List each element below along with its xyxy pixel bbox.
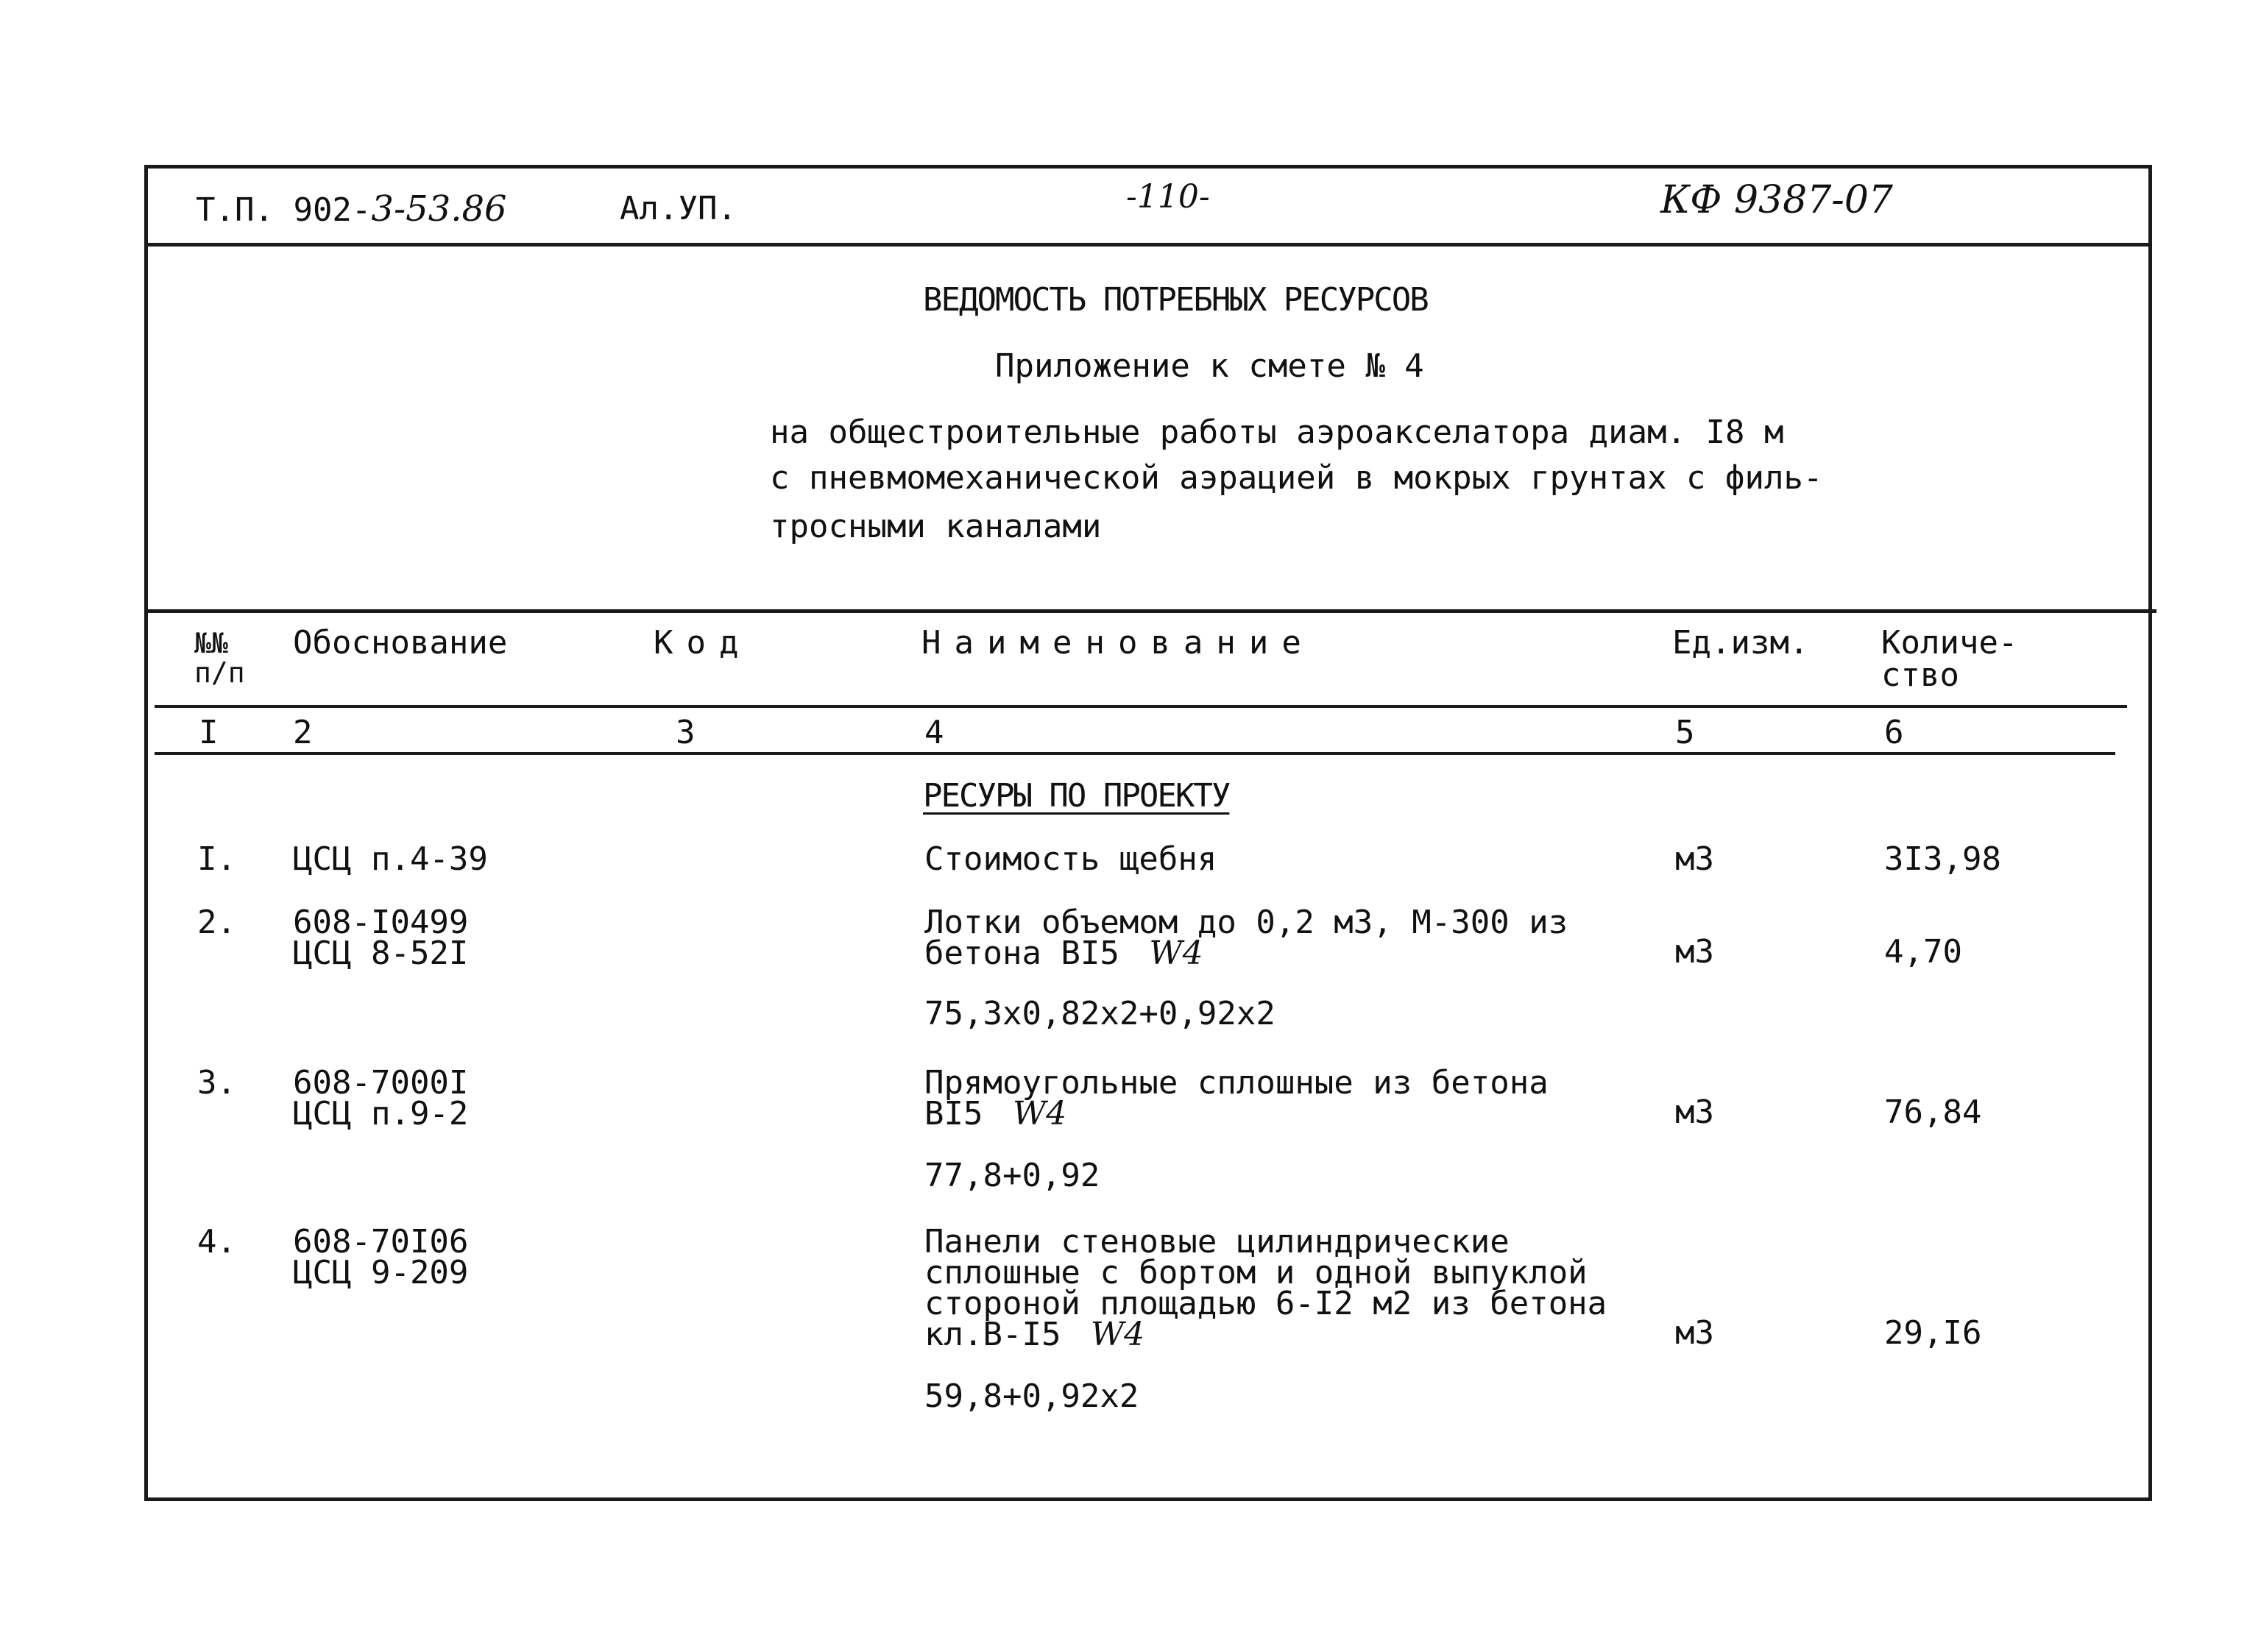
row-2-handwritten-grade: W4 [1149, 935, 1203, 972]
row-2-num: 2. [197, 904, 236, 941]
row-3-qty: 76,84 [1884, 1093, 1982, 1131]
album-label: Ал.УП. [620, 190, 737, 227]
document-title: ВЕДОМОСТЬ ПОТРЕБНЫХ РЕСУРСОВ [923, 281, 1428, 319]
row-3-unit: м3 [1675, 1093, 1714, 1131]
row-1-unit: м3 [1675, 840, 1714, 878]
row-4-name-4-text: кл.B-I5 [924, 1316, 1061, 1353]
header-code: Код [654, 624, 752, 662]
row-3-basis-1: 608-7000I [293, 1064, 469, 1102]
column-number-2: 2 [293, 714, 313, 751]
project-prefix: Т.П. 902- [196, 191, 372, 229]
header-num-1: №№ [194, 627, 228, 659]
appendix-line: Приложение к смете № 4 [995, 347, 1424, 385]
row-1-name: Стоимость щебня [924, 840, 1217, 878]
row-4-name-4 [924, 1316, 1145, 1353]
section-title: РЕСУРЫ ПО ПРОЕКТУ [923, 777, 1230, 815]
row-4-name-2: сплошные с бортом и одной выпуклой [924, 1254, 1588, 1291]
description-line-2: с пневмомеханической аэрацией в мокрых грунтах с филь- [770, 459, 1823, 497]
row-4-num: 4. [197, 1223, 236, 1261]
header-name: Наименование [921, 624, 1315, 662]
description-line-1: на общестроительные работы аэроакселатора диам. I8 м [770, 414, 1784, 451]
column-number-4: 4 [924, 714, 944, 751]
row-3-calc: 77,8+0,92 [924, 1157, 1100, 1194]
row-4-handwritten-grade: W4 [1090, 1316, 1145, 1353]
row-3-name-2 [924, 1095, 1067, 1132]
row-1-num: I. [197, 840, 236, 878]
row-3-name-1: Прямоугольные сплошные из бетона [924, 1064, 1549, 1102]
row-3-num: 3. [197, 1064, 236, 1102]
header-num-2: п/п [194, 656, 245, 689]
header-unit: Ед.изм. [1672, 624, 1809, 662]
table-top-rule [144, 609, 2156, 613]
header-qty-2: ство [1881, 656, 1959, 694]
row-2-name-2 [924, 937, 1203, 970]
row-4-qty: 29,I6 [1884, 1314, 1982, 1352]
row-2-basis-2: ЦСЦ 8-52I [293, 935, 469, 972]
row-2-calc: 75,3х0,82х2+0,92х2 [924, 995, 1275, 1032]
row-4-basis-2: ЦСЦ 9-209 [293, 1254, 469, 1291]
row-2-name-1: Лотки объемом до 0,2 м3, М-300 из [924, 904, 1568, 941]
row-4-unit: м3 [1675, 1314, 1714, 1352]
header-divider [144, 243, 2152, 247]
row-2-qty: 4,70 [1884, 933, 1962, 971]
header-qty-1: Количе- [1881, 624, 2018, 662]
row-2-basis-1: 608-I0499 [293, 904, 469, 941]
row-4-basis-1: 608-70I06 [293, 1223, 469, 1261]
project-suffix-handwritten: 3-53.86 [371, 188, 507, 230]
row-3-name-2-text: BI5 [924, 1095, 983, 1132]
row-1-basis: ЦСЦ п.4-39 [293, 840, 488, 878]
description-line-3: тросными каналами [770, 508, 1102, 545]
column-number-3: 3 [676, 714, 696, 751]
column-number-6: 6 [1884, 714, 1904, 751]
project-number [196, 188, 507, 230]
column-number-5: 5 [1675, 714, 1695, 751]
column-header-rule [155, 705, 2127, 708]
row-1-qty: 3I3,98 [1884, 840, 2001, 878]
document-code: КФ 9387-07 [1660, 178, 1894, 222]
row-4-calc: 59,8+0,92х2 [924, 1378, 1139, 1415]
row-2-name-2-text: бетона BI5 [924, 935, 1119, 972]
row-3-basis-2: ЦСЦ п.9-2 [293, 1095, 469, 1132]
row-3-handwritten-grade: W4 [1012, 1095, 1067, 1132]
column-number-1: I [199, 714, 219, 751]
row-2-unit: м3 [1675, 933, 1714, 971]
row-4-name-1: Панели стеновые цилиндрические [924, 1223, 1510, 1261]
row-4-name-3: стороной площадью 6-I2 м2 из бетона [924, 1285, 1607, 1322]
column-number-rule [155, 752, 2115, 755]
header-basis: Обоснование [293, 624, 508, 662]
page-number: -110- [1126, 178, 1210, 216]
